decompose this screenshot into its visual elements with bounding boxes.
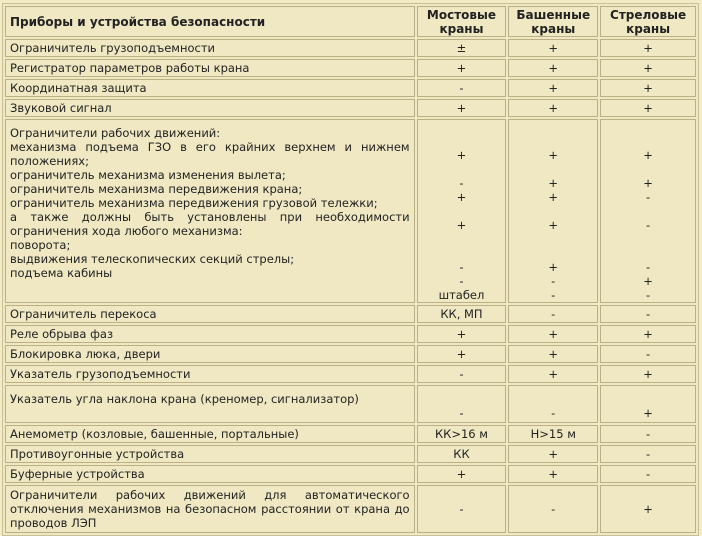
cell-tower: + xyxy=(508,465,598,483)
cell-jib: - xyxy=(600,345,696,363)
cell-jib: + xyxy=(600,59,696,77)
cell-jib: + xyxy=(600,325,696,343)
table-row-power-line-limiters xyxy=(5,485,696,533)
cell-bridge: КК xyxy=(417,445,507,463)
cell-bridge: + xyxy=(417,465,507,483)
cell-bridge: КК, МП xyxy=(417,305,507,323)
row-label: Указатель грузоподъемности xyxy=(5,365,415,383)
table-row-tilt-indicator xyxy=(5,385,696,423)
row-label: Противоугонные устройства xyxy=(5,445,415,463)
cell-tower: + xyxy=(508,79,598,97)
cell-tower: + xyxy=(508,99,598,117)
cell-jib: + xyxy=(600,385,696,423)
table-row xyxy=(5,345,696,363)
table-row xyxy=(5,425,696,443)
cell-bridge: КК>16 м xyxy=(417,425,507,443)
header-title: Приборы и устройства безопасности xyxy=(5,6,415,37)
motion-limiters-text: Ограничители рабочих движений: механизма подъема ГЗО в его крайних верхнем и нижнем положениях; ограничитель механизма изменения вылета; ограничитель механизма передвижения крана; ограничитель механизма передвижения грузовой тележки; а также должны быть установлены при необходимости ограничения хода любого механизма: поворота; выдвижения телескопических секций стрелы; подъема кабины xyxy=(5,119,415,303)
cell-bridge: - xyxy=(417,485,507,533)
cell-jib: + xyxy=(600,79,696,97)
cell-jib: + xyxy=(600,39,696,57)
table-row xyxy=(5,325,696,343)
cell-tower: + xyxy=(508,39,598,57)
cell-tower: + xyxy=(508,345,598,363)
cell-bridge: + xyxy=(417,325,507,343)
table-row xyxy=(5,39,696,57)
header-jib-cranes: Стреловые краны xyxy=(600,6,696,37)
header-bridge-cranes: Мостовые краны xyxy=(417,6,507,37)
motion-cell-jib: + + - - - + - xyxy=(600,119,696,303)
row-label: Звуковой сигнал xyxy=(5,99,415,117)
table-row xyxy=(5,99,696,117)
cell-tower: - xyxy=(508,385,598,423)
header-row xyxy=(5,6,696,37)
cell-bridge: + xyxy=(417,59,507,77)
cell-tower: Н>15 м xyxy=(508,425,598,443)
header-tower-cranes: Башенные краны xyxy=(508,6,598,37)
table-row xyxy=(5,465,696,483)
table-row xyxy=(5,365,696,383)
cell-jib: + xyxy=(600,485,696,533)
cell-bridge: + xyxy=(417,99,507,117)
cell-tower: - xyxy=(508,305,598,323)
row-label: Буферные устройства xyxy=(5,465,415,483)
cell-jib: + xyxy=(600,365,696,383)
cell-tower: - xyxy=(508,485,598,533)
motion-cell-tower: + + + + + - - xyxy=(508,119,598,303)
row-label: Анемометр (козловые, башенные, портальные) xyxy=(5,425,415,443)
row-label: Ограничитель грузоподъемности xyxy=(5,39,415,57)
cell-bridge: + xyxy=(417,345,507,363)
cell-jib: - xyxy=(600,425,696,443)
motion-cell-bridge: + - + + - - штабел xyxy=(417,119,507,303)
table-row-motion-limiters xyxy=(5,119,696,303)
row-label: Регистратор параметров работы крана xyxy=(5,59,415,77)
cell-jib: + xyxy=(600,99,696,117)
cell-bridge: - xyxy=(417,385,507,423)
cell-jib: - xyxy=(600,445,696,463)
cell-tower: + xyxy=(508,325,598,343)
row-label: Блокировка люка, двери xyxy=(5,345,415,363)
cell-tower: + xyxy=(508,59,598,77)
cell-jib: - xyxy=(600,465,696,483)
row-label: Ограничитель перекоса xyxy=(5,305,415,323)
table-row xyxy=(5,79,696,97)
cell-jib: - xyxy=(600,305,696,323)
safety-devices-table xyxy=(2,3,699,536)
row-label: Указатель угла наклона крана (креномер, сигнализатор) xyxy=(5,385,415,423)
row-label: Координатная защита xyxy=(5,79,415,97)
table-row xyxy=(5,305,696,323)
cell-tower: + xyxy=(508,365,598,383)
cell-tower: + xyxy=(508,445,598,463)
row-label: Реле обрыва фаз xyxy=(5,325,415,343)
table-row xyxy=(5,59,696,77)
table-row xyxy=(5,445,696,463)
power-line-text: Ограничители рабочих движений для автоматического отключения механизмов на безопасном расстоянии от крана до проводов ЛЭП xyxy=(5,485,415,533)
cell-bridge: - xyxy=(417,365,507,383)
cell-bridge: ± xyxy=(417,39,507,57)
cell-bridge: - xyxy=(417,79,507,97)
